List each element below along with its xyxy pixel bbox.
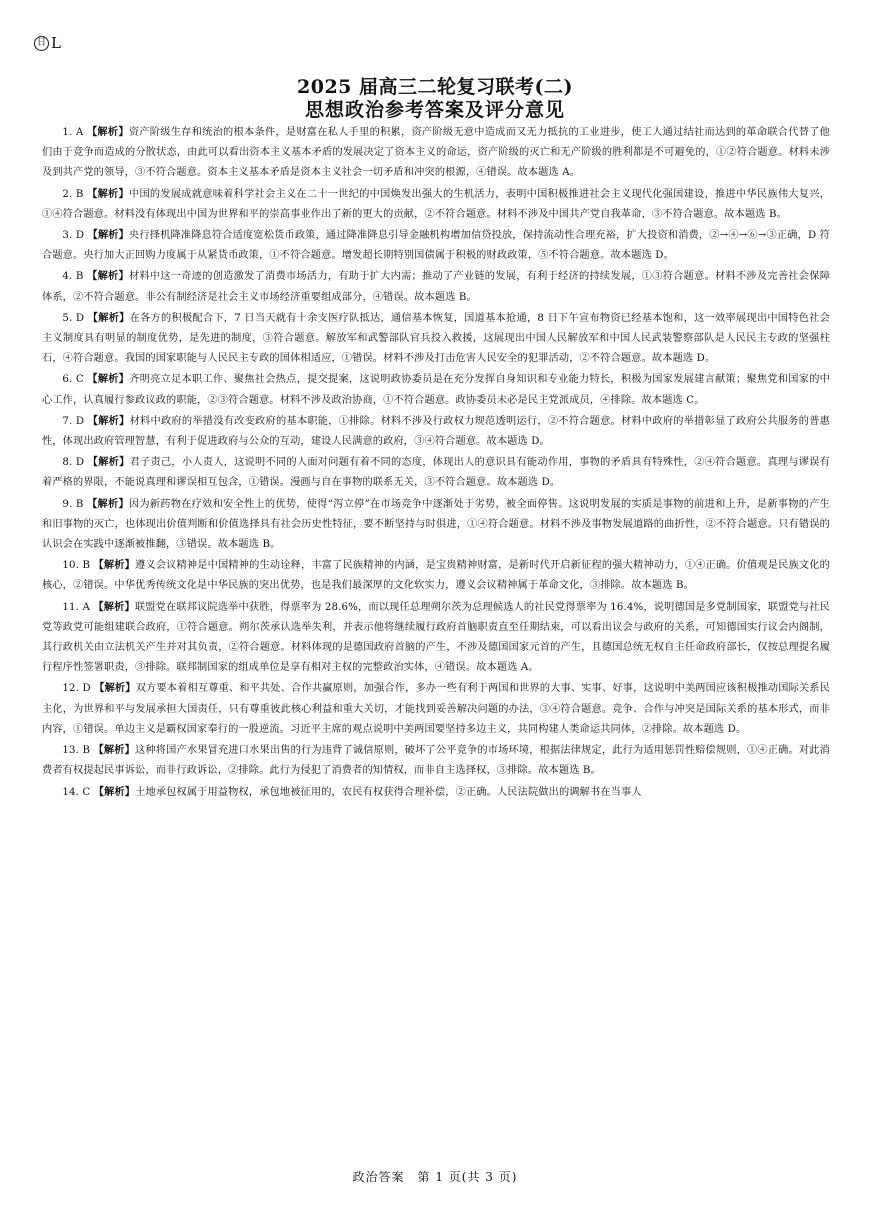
answer-number: 10. B	[62, 560, 91, 572]
answer-number: 13. B	[62, 745, 91, 757]
answer-item	[42, 369, 830, 410]
answer-item	[42, 184, 830, 225]
analysis-text: 央行择机降准降息符合适度宽松货币政策，通过降准降息引导金融机构增加信贷投放，保持流动性合理充裕，扩大投资和消费，②→④→⑥→③正确，D 符合题意。央行加大正回购力度属于从紧货币政策，①不符合题意。增发超长期特别国债属于积极的财政政策，⑤不符合题意。故本题选 D。	[42, 230, 831, 262]
answer-list	[42, 122, 830, 803]
analysis-text: 遵义会议精神是中国精神的生动诠释，丰富了民族精神的内涵，是宝贵精神财富，是新时代开启新征程的强大精神动力，①④正确。价值观是民族文化的核心，②错误。中华优秀传统文化是中华民族的突出优势，也是我们最深厚的文化软实力，遵义会议精神属于革命文化，③排除。故本题选 B。	[42, 560, 831, 592]
answer-item	[42, 555, 830, 596]
analysis-text: 这种将国产水果冒充进口水果出售的行为违背了诚信原则，破坏了公平竞争的市场环境，根据法律规定，此行为适用惩罚性赔偿规则，①④正确。对此消费者有权提起民事诉讼，而非行政诉讼，②排除。此行为侵犯了消费者的知情权，而非自主选择权，③排除。故本题选 B。	[42, 745, 831, 777]
answer-number: 9. B	[62, 498, 84, 510]
analysis-label: 【解析】	[93, 744, 136, 757]
analysis-text: 材料中政府的举措没有改变政府的基本职能，①排除。材料不涉及行政权力规范透明运行，②不符合题意。材料中政府的举措彰显了政府公共服务的普惠性，体现出政府管理智慧，有利于促进政府与公众的互动，建设人民满意的政府，③④符合题意。故本题选 D。	[42, 415, 831, 448]
analysis-text: 因为新药物在疗效和安全性上的优势，使得“泻立停”在市场竞争中逐渐处于劣势，被全面停售。这说明发展的实质是事物的前进和上升，是新事物的产生和旧事物的灭亡，也体现出价值判断和价值选择具有社会历史性特征，要不断坚持与时俱进，①④符合题意。材料不涉及事物发展道路的曲折性，②不符合题意。只有错误的认识会在实践中逐渐被推翻，③错误。故本题选 B。	[42, 498, 831, 551]
analysis-label: 【解析】	[87, 311, 130, 324]
answer-item	[42, 494, 830, 556]
analysis-text: 齐明亮立足本职工作、聚焦社会热点，提交提案，这说明政协委员是在充分发挥自身知识和专业能力特长，积极为国家发展建言献策；聚焦党和国家的中心工作，认真履行参政议政的职能，②③符合题意。材料不涉及政治协商，①不符合题意。政协委员未必是民主党派成员，④排除。故本题选 C。	[42, 374, 830, 406]
answer-item	[42, 411, 830, 452]
analysis-label: 【解析】	[87, 187, 129, 200]
analysis-text: 中国的发展成就意味着科学社会主义在二十一世纪的中国焕发出强大的生机活力，表明中国积极推进社会主义现代化强国建设，推进中华民族伟大复兴，①④符合题意。材料没有体现出中国为世界和平的崇高事业作出了新的更大的贡献，②不符合题意。材料不涉及中国共产党自我革命，③不符合题意。故本题选 B。	[42, 188, 831, 220]
answer-number: 14. C	[62, 786, 91, 798]
analysis-label: 【解析】	[94, 682, 136, 695]
analysis-text: 在各方的积极配合下，7 日当天就有十余支医疗队抵达，通信基本恢复，国道基本抢通，8 日下午宣布物资已经基本饱和，这一效率展现出中国特色社会主义制度具有明显的制度优势，是先进的制度，③符合题意。解放军和武警部队官兵投入救援，这展现出中国人民解放军和中国人民武装警察部队是人民民主专政的坚强柱石，④符合题意。我国的国家职能与人民民主专政的国体相适应，①错误。材料不涉及打击危害人民安全的犯罪活动，②不符合题意。故本题选 D。	[42, 312, 830, 365]
answer-number: 6. C	[62, 374, 84, 386]
answer-number: 3. D	[62, 230, 85, 242]
answer-number: 4. B	[62, 271, 84, 283]
analysis-label: 【解析】	[87, 270, 129, 283]
answer-number: 8. D	[62, 457, 85, 469]
document-header	[0, 76, 870, 122]
analysis-label: 【解析】	[87, 229, 130, 242]
answer-key-title: 思想政治参考答案及评分意见	[304, 99, 565, 121]
analysis-label: 【解析】	[87, 456, 130, 469]
analysis-label: 【解析】	[93, 559, 136, 572]
exam-title: 2025 届高三二轮复习联考(二)	[297, 76, 573, 98]
analysis-text: 土地承包权属于用益物权，承包地被征用的，农民有权获得合理补偿，②正确。人民法院做出的调解书在当事人	[135, 786, 642, 798]
answer-item	[42, 452, 830, 493]
answer-number: 12. D	[62, 683, 91, 695]
answer-number: 11. A	[62, 601, 90, 613]
analysis-text: 资产阶级生存和统治的根本条件，是财富在私人手里的积累，资产阶级无意中造成而又无力抵抗的工业进步，使工人通过结社而达到的革命联合代替了他们由于竞争而造成的分散状态，由此可以看出资本主义基本矛盾的发展决定了资本主义的命运，资产阶级的灭亡和无产阶级的胜利都是不可避免的，①②符合题意。材料未涉及到共产党的领导，③不符合题意。资本主义基本矛盾是资本主义社会一切矛盾和冲突的根源，④错误。故本题选 A。	[42, 127, 830, 179]
answer-item	[42, 740, 830, 781]
answer-item	[42, 782, 830, 803]
answer-item	[42, 266, 830, 307]
answer-number: 5. D	[62, 312, 85, 324]
answer-number: 1. A	[62, 127, 84, 138]
answer-item	[42, 122, 830, 184]
analysis-label: 【解析】	[93, 600, 135, 613]
circled-character-icon: 日	[34, 36, 49, 51]
analysis-label: 【解析】	[87, 373, 130, 386]
answer-number: 7. D	[62, 415, 85, 427]
analysis-label: 【解析】	[87, 497, 129, 510]
analysis-text: 联盟党在联邦议院选举中获胜，得票率为 28.6%，而以现任总理朔尔茨为总理候选人的社民党得票率为 16.4%，说明德国是多党制国家，联盟党与社民党等政党可能组建联合政府，①符合题意。朔尔茨承认选举失利，并表示他将继续履行政府首脑职责直至任期结束，可以看出议会与政府的关系，可知德国实行议会内阁制，其行政机关由立法机关产生并对其负责，②符合题意。材料体现的是德国政府首脑的产生，不涉及德国国家元首的产生，且德国总统无权自主任命政府部长，仅按总理提名履行程序性签署职责，③排除。联邦制国家的组成单位是享有相对主权的完整政治实体，④错误。故本题选 A。	[42, 601, 831, 674]
analysis-text: 材料中这一奇迹的创造激发了消费市场活力，有助于扩大内需；推动了产业链的发展，有利于经济的持续发展，①③符合题意。材料不涉及完善社会保障体系，②不符合题意。非公有制经济是社会主义市场经济重要组成部分，④错误。故本题选 B。	[42, 271, 831, 303]
analysis-text: 君子责己，小人责人，这说明不同的人面对问题有着不同的态度，体现出人的意识具有能动作用，事物的矛盾具有特殊性，②④符合题意。真理与谬误有着严格的界限，不能说真理和谬误相互包含，①错误。漫画与自在事物的联系无关，③不符合题意。故本题选 D。	[42, 457, 831, 489]
analysis-label: 【解析】	[87, 414, 130, 427]
answer-number: 2. B	[62, 188, 84, 200]
page-footer: 政治答案 第 1 页(共 3 页)	[352, 1170, 518, 1184]
corner-mark	[34, 34, 61, 52]
corner-letter: L	[51, 34, 61, 52]
answer-item	[42, 678, 830, 740]
analysis-text: 双方要本着相互尊重、和平共处、合作共赢原则，加强合作，多办一些有利于两国和世界的大事、实事、好事，这说明中美两国应该积极推动国际关系民主化，为世界和平与发展承担大国责任，只有尊重彼此核心利益和重大关切，才能找到妥善解决问题的办法，③④符合题意。竞争、合作与冲突是国际关系的基本形式，而非内容，①错误。单边主义是霸权国家奉行的一股逆流。习近平主席的观点说明中美两国要坚持多边主义，共同构建人类命运共同体，②排除。故本题选 D。	[42, 683, 831, 735]
analysis-label: 【解析】	[86, 126, 129, 138]
answer-item	[42, 308, 830, 370]
answer-item	[42, 225, 830, 266]
analysis-label: 【解析】	[93, 785, 136, 798]
answer-item	[42, 597, 830, 679]
